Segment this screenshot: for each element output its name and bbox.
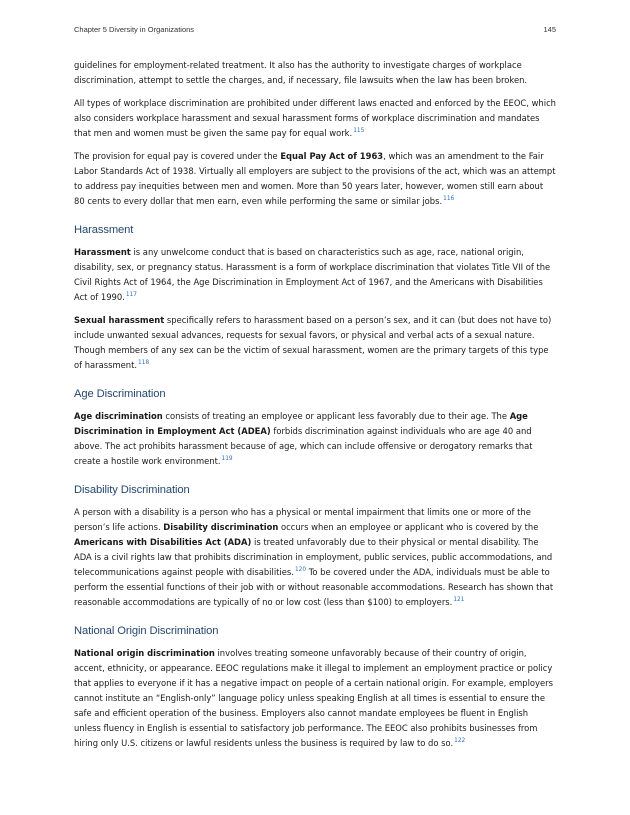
- term-national-origin-discrimination: National origin discrimination: [74, 648, 215, 658]
- page-number: 145: [543, 25, 556, 34]
- footnote-ref-122[interactable]: 122: [454, 738, 466, 744]
- footnote-ref-115[interactable]: 115: [353, 128, 365, 134]
- footnote-ref-120[interactable]: 120: [294, 567, 307, 573]
- paragraph-eeoc-guidelines: guidelines for employment-related treatment. It also has the authority to investigate charges of workplace discrimination, attempt to settle the charges, and, if necessary, file lawsuits when the law has been broken.: [74, 60, 528, 85]
- heading-harassment: Harassment: [74, 224, 134, 236]
- chapter-title: Chapter 5 Diversity in Organizations: [74, 25, 195, 34]
- term-ada: Americans with Disabilities Act (ADA): [74, 537, 252, 547]
- term-harassment: Harassment: [74, 247, 131, 257]
- footnote-ref-119[interactable]: 119: [221, 456, 233, 462]
- term-sexual-harassment: Sexual harassment: [74, 315, 165, 325]
- footnote-ref-118[interactable]: 118: [138, 360, 150, 366]
- term-age-discrimination: Age discrimination: [74, 411, 163, 421]
- paragraph-national-origin-discrimination: National origin discrimination involves treating someone unfavorably because of their country of origin, accent, ethnicity, or appearance. EEOC regulations make it illegal to implement an employment practice or policy that applies to everyone if it has a negative impact on people of a certain national origin. For example, employers cannot institute an “English-only” language policy unless speaking English at all times is essential to ensure the safe and efficient operation of the business. Employers also cannot mandate employees be fluent in English unless fluency in English is essential to satisfactory job performance. The EEOC also prohibits businesses from hiring only U.S. citizens or lawful residents unless the business is required by law to do so.$^{122}$: [74, 648, 553, 748]
- paragraph-harassment: Harassment is any unwelcome conduct that is based on characteristics such as age, race, national origin, disability, sex, or pregnancy status. Harassment is a form of workplace discrimination that violates Title VII of the Civil Rights Act of 1964, the Age Discrimination in Employment Act of 1967, and the Americans with Disabilities Act of 1990.$^{117}$: [74, 247, 551, 302]
- heading-national-origin-discrimination: National Origin Discrimination: [74, 625, 219, 637]
- paragraph-discrimination-types: All types of workplace discrimination are prohibited under different laws enacted and enforced by the EEOC, which also considers workplace harassment and sexual harassment forms of workplace discrimination and mandates that men and women must be given the same pay for equal work.$^{115}$: [74, 98, 556, 138]
- paragraph-age-discrimination: Age discrimination consists of treating an employee or applicant less favorably due to their age. The Age Discrimination in Employment Act (ADEA) forbids discrimination against individuals who are age 40 and above. The act prohibits harassment because of age, which can include offensive or derogatory remarks that create a hostile work environment.$^{119}$: [74, 411, 533, 466]
- heading-age-discrimination: Age Discrimination: [74, 388, 166, 400]
- paragraph-disability-discrimination: A person with a disability is a person who has a physical or mental impairment that limits one or more of the person’s life actions. Disability discrimination occurs when an employee or applicant who is covered by the Americans with Disabilities Act (ADA) is treated unfavorably due to their physical or mental disability. The ADA is a civil rights law that prohibits discrimination in employment, public services, public accommodations, and telecommunications against people with disabilities.$^{120}$ To be covered under the ADA, individuals must be able to perform the essential functions of their job with or without reasonable accommodations. Research has shown that reasonable accommodations are typically of no or low cost (less than $100) to employers.$^{121}$: [74, 507, 554, 607]
- term-adea: Age Discrimination in Employment Act (ADEA): [74, 411, 528, 436]
- term-equal-pay-act: Equal Pay Act of 1963: [280, 151, 384, 161]
- footnote-ref-121[interactable]: 121: [453, 597, 465, 603]
- paragraph-sexual-harassment: Sexual harassment specifically refers to harassment based on a person’s sex, and it can (but does not have to) include unwanted sexual advances, requests for sexual favors, or physical and verbal acts of a sexual nature. Though members of any sex can be the victim of sexual harassment, women are the primary targets of this type of harassment.$^{118}$: [74, 315, 552, 370]
- footnote-ref-116[interactable]: 116: [443, 196, 455, 202]
- heading-disability-discrimination: Disability Discrimination: [74, 484, 190, 496]
- footnote-ref-117[interactable]: 117: [125, 292, 137, 298]
- running-header: [74, 25, 556, 37]
- paragraph-equal-pay: The provision for equal pay is covered under the Equal Pay Act of 1963, which was an amendment to the Fair Labor Standards Act of 1938. Virtually all employers are subject to the provisions of the act, which was an attempt to address pay inequities between men and women. More than 50 years later, however, women still earn about 80 cents to every dollar that men earn, even while performing the same or similar jobs.$^{116}$: [74, 151, 556, 206]
- page-body: [74, 58, 556, 759]
- term-disability-discrimination: Disability discrimination: [163, 522, 279, 532]
